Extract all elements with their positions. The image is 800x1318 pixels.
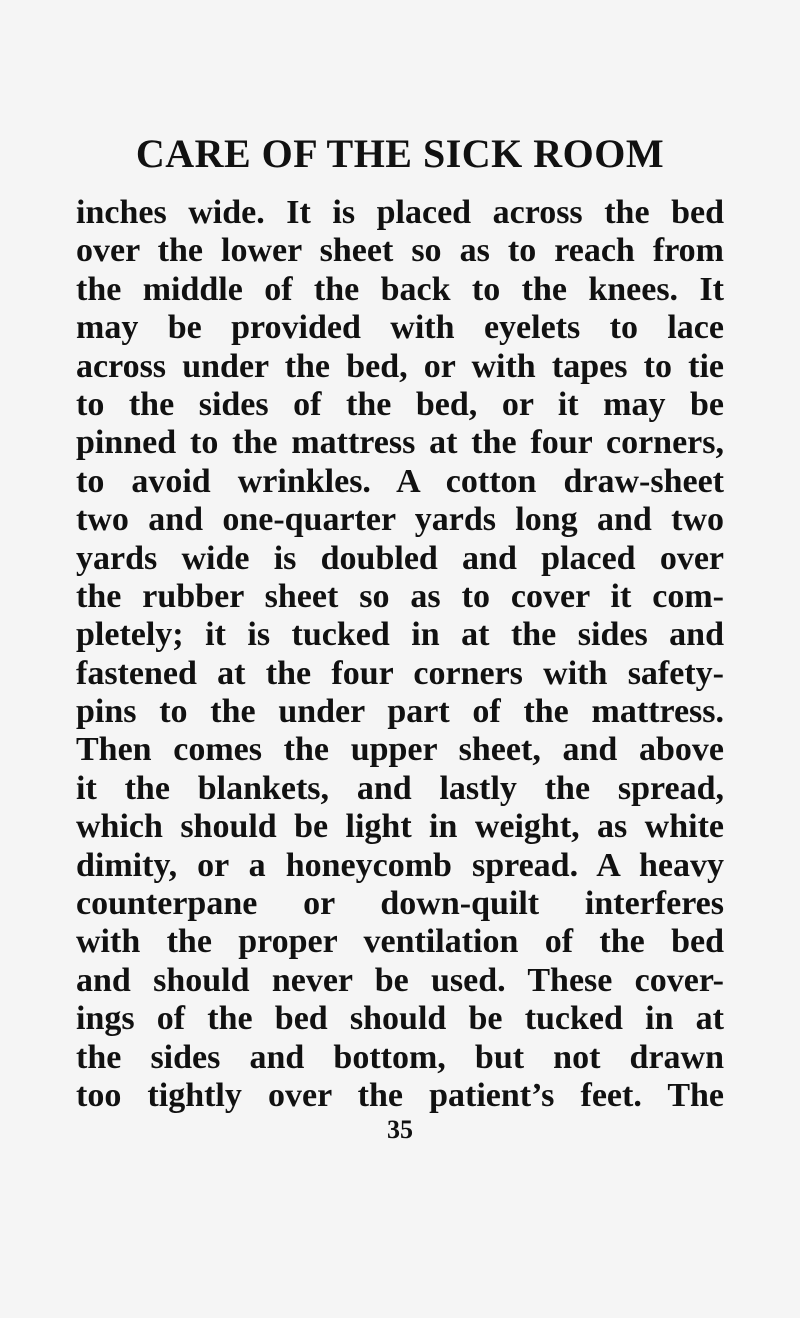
text-line: counterpane or down-quilt interferes <box>76 885 724 923</box>
text-line: to avoid wrinkles. A cotton draw-sheet <box>76 462 724 500</box>
text-line: across under the bed, or with tapes to tie <box>76 347 724 385</box>
text-line: over the lower sheet so as to reach from <box>76 232 724 270</box>
text-line: inches wide. It is placed across the bed <box>76 194 724 231</box>
text-line: to the sides of the bed, or it may be <box>76 385 724 423</box>
text-line: and should never be used. These cover- <box>76 961 724 999</box>
text-line: it the blankets, and lastly the spread, <box>76 769 724 807</box>
text-line: the middle of the back to the knees. It <box>76 270 724 308</box>
text-line: yards wide is doubled and placed over <box>76 539 724 577</box>
body-text <box>76 194 724 1115</box>
page-number: 35 <box>387 1115 413 1144</box>
text-line: may be provided with eyelets to lace <box>76 309 724 347</box>
text-line: ings of the bed should be tucked in at <box>76 1000 724 1038</box>
text-line: the rubber sheet so as to cover it com- <box>76 577 724 615</box>
text-line: too tightly over the patient’s feet. The <box>76 1076 724 1114</box>
text-line: fastened at the four corners with safety- <box>76 654 724 692</box>
text-line: pins to the under part of the mattress. <box>76 693 724 731</box>
text-line: pinned to the mattress at the four corners, <box>76 424 724 462</box>
text-line: the sides and bottom, but not drawn <box>76 1038 724 1076</box>
text-line: two and one-quarter yards long and two <box>76 501 724 539</box>
text-line: dimity, or a honeycomb spread. A heavy <box>76 846 724 884</box>
text-line: pletely; it is tucked in at the sides and <box>76 616 724 654</box>
text-line: which should be light in weight, as white <box>76 808 724 846</box>
text-line: Then comes the upper sheet, and above <box>76 731 724 769</box>
text-line: with the proper ventilation of the bed <box>76 923 724 961</box>
running-head: CARE OF THE SICK ROOM <box>135 131 665 176</box>
